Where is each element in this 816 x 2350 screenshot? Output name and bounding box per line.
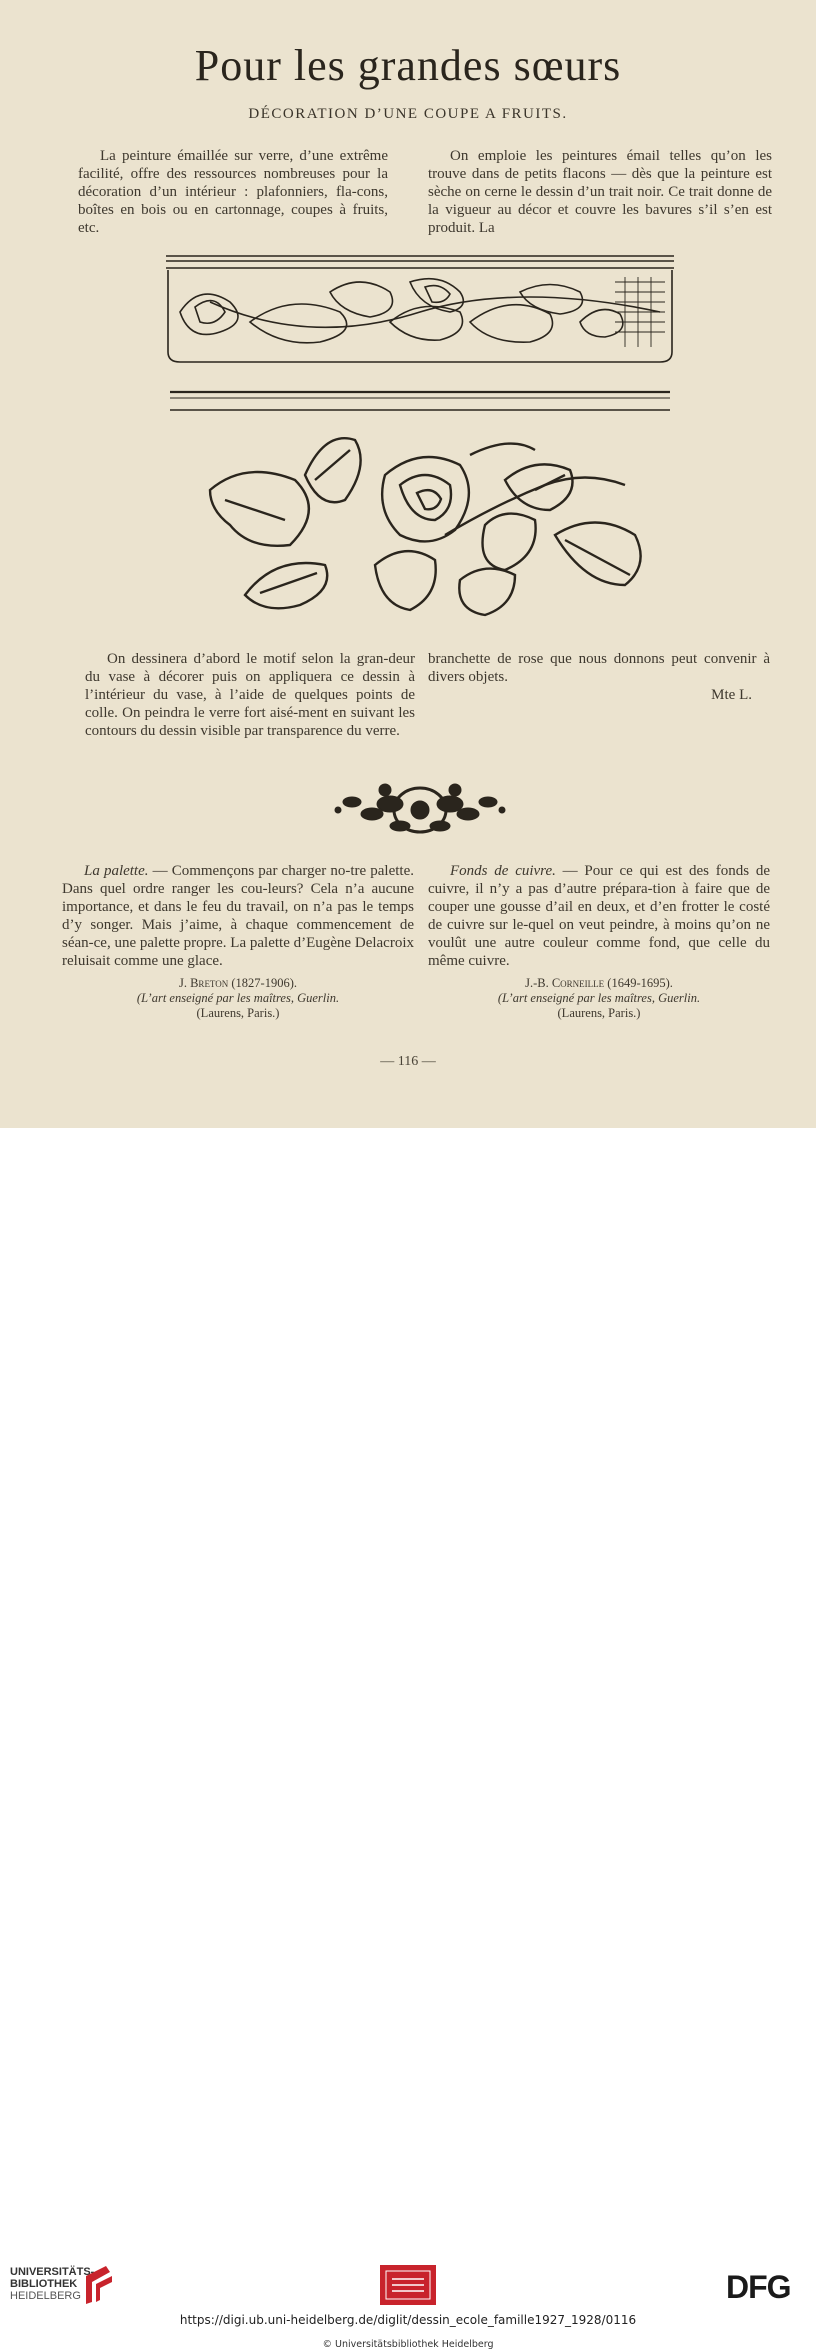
fruit-bowl-band-illustration [160,252,680,422]
page-number: — 116 — [380,1054,436,1069]
library-name-line3: HEIDELBERG [10,2290,81,2302]
intro-column-right [428,147,772,237]
author-signature: Mte L. [711,687,752,703]
library-name-line2: BIBLIOTHEK [10,2278,78,2290]
university-emblem-icon [82,2264,114,2306]
intro-paragraph-continued: On emploie les peintures émail telles qu’on les trouve dans de petits flacons — dès que la peinture est sèche on cerne le dessin d’un trait noir. Ce trait donne de la vigueur au décor et couvre les bavures s’il s’en est produit. La [428,148,772,236]
library-footer [0,1128,816,2350]
digitization-project-logo[interactable] [380,2265,436,2305]
palette-text: — Commençons par charger no-tre palette. Dans quel ordre ranger les cou-leurs? Cela n’a aucune importance, et dans le feu du travail, on n’a pas le temps d’y songer. Mais j’aime, à chaque commencement de séan-ce, une palette propre. La palette d’Eugène Delacroix reluisait comme une glace. [62,863,414,969]
intro-paragraph: La peinture émaillée sur verre, d’une extrême facilité, offre des ressources nombreuses pour la décoration d’un intérieur : plafonniers, fla-cons, boîtes en bois ou en cartonnage, coupes à fruits, etc. [78,148,388,236]
source-url-link[interactable]: https://digi.ub.uni-heidelberg.de/diglit/dessin_ecole_famille1927_1928/0116 [179,2313,637,2327]
cuivre-text: — Pour ce qui est des fonds de cuivre, il n’y a pas d’autre prépara-tion à faire que de couper une gousse d’ail en deux, et d’en frotter le costé de cuivre sur le-quel on veut peindre, à moins qu’on ne voulût une autre couleur comme fond, que celle du même cuivre. [428,863,770,969]
palette-heading: La palette. [84,863,149,879]
cuivre-quote-column [428,862,770,1021]
page-subtitle: DÉCORATION D’UNE COUPE A FRUITS. [248,106,568,122]
rose-branch-illustration [205,425,665,625]
palette-citation [62,976,414,1021]
cuivre-publisher: (Laurens, Paris.) [557,1006,641,1020]
floral-vignette-ornament [330,780,510,840]
instructions-column-right [428,650,770,704]
palette-publisher: (Laurens, Paris.) [196,1006,280,1020]
copyright-notice: © Universitätsbibliothek Heidelberg [322,2339,494,2350]
dfg-logo[interactable]: DFG [726,2269,791,2305]
instructions-paragraph-continued: branchette de rose que nous donnons peut convenir à divers objets. [428,651,770,685]
palette-source: (L’art enseigné par les maîtres, Guerlin. [136,991,340,1005]
palette-quote-column [62,862,414,1021]
cuivre-source: (L’art enseigné par les maîtres, Guerlin. [497,991,701,1005]
scanned-page [0,0,816,1128]
instructions-column-left [85,650,415,740]
cuivre-author: J.-B. Corneille (1649-1695). [525,976,673,990]
palette-author: J. Breton (1827-1906). [178,976,298,990]
cuivre-heading: Fonds de cuivre. [450,863,556,879]
cuivre-citation [428,976,770,1021]
page-title: Pour les grandes sœurs [194,41,622,90]
intro-column-left [78,147,388,237]
instructions-paragraph: On dessinera d’abord le motif selon la gran-deur du vase à décorer puis on appliquera ce dessin à l’intérieur du vase, à l’aide de quelques points de colle. On peindra le verre fort aisé-ment en suivant les contours du dessin visible par transparence du verre. [85,651,415,739]
library-name-line1: UNIVERSITÄTS- [10,2266,95,2278]
